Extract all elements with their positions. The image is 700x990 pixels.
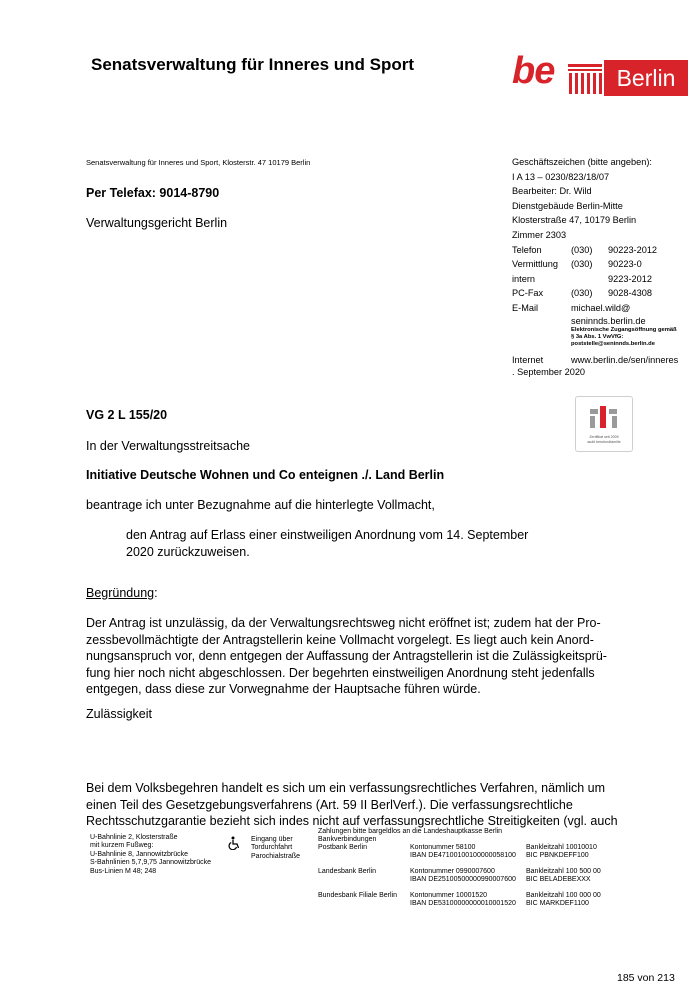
fax-line: Per Telefax: 9014-8790	[86, 186, 220, 200]
electronic-access-3: poststelle@seninnds.berlin.de	[571, 340, 655, 347]
reason-line: zessbevollmächtigte der Antragstellerin keine Vollmacht vorgelegt. Es liegt auch kein Anord-	[86, 632, 594, 647]
body-line: Bei dem Volksbegehren handelt es sich um ein verfassungsrechtliches Verfahren, nämlich um	[86, 781, 606, 795]
page-title: Senatsverwaltung für Inneres und Sport	[91, 55, 415, 74]
dienstgebaeude: Dienstgebäude Berlin-Mitte	[512, 200, 623, 211]
email-address-2[interactable]: seninnds.berlin.de	[571, 315, 646, 326]
bank-name: Bundesbank Filiale Berlin	[318, 892, 397, 899]
bank-blz: Bankleitzahl 100 000 00	[526, 892, 601, 899]
transport-line: U-Bahnlinie 2, Klosterstraße	[90, 834, 178, 841]
bank-code	[526, 844, 597, 861]
email-address-1[interactable]: michael.wild@	[571, 302, 631, 313]
bank-iban: IBAN DE47100100100000058100	[410, 852, 516, 860]
contact-number: 90223-0	[608, 259, 642, 270]
request-line: beantrage ich unter Bezugnahme auf die hinterlegte Vollmacht,	[86, 498, 435, 512]
email-row	[512, 301, 692, 316]
cert-line-2: audit berufundfamilie	[587, 439, 621, 444]
bank-name: Landesbank Berlin	[318, 868, 376, 875]
contact-label: intern	[512, 273, 535, 284]
transport-line: S-Bahnlinien 5,7,9,75 Jannowitzbrücke	[90, 859, 212, 867]
bank-konto: Kontonummer 0990007600	[410, 868, 495, 875]
body-line: einen Teil des Gesetzgebungsverfahrens (Art. 59 II BerlVerf.). Die verfassungsrechtliche	[86, 797, 573, 812]
contact-label: Vermittlung	[512, 259, 558, 270]
bank-blz: Bankleitzahl 100 500 00	[526, 868, 601, 875]
bank-konto: Kontonummer 10001520	[410, 892, 488, 899]
contact-row	[512, 257, 692, 272]
bank-account	[410, 844, 516, 861]
electronic-access-1: Elektronische Zugangsöffnung gemäß	[571, 326, 677, 333]
footer-bank-heading: Bankverbindungen	[318, 836, 377, 843]
bank-iban: IBAN DE53100000000010001520	[410, 900, 516, 908]
bank-name: Postbank Berlin	[318, 844, 368, 851]
contact-number: 90223-2012	[608, 244, 658, 255]
reason-line: fung hier noch nicht abgeschlossen. Der begehrten einstweiligen Anordnung steht jedenfalls	[86, 665, 595, 680]
footer-entrance	[251, 836, 300, 861]
bank-iban: IBAN DE25100500000990007600	[410, 876, 516, 884]
reason-heading-line	[86, 585, 158, 602]
contact-number: 9223-2012	[608, 273, 652, 284]
bearbeiter: Bearbeiter: Dr. Wild	[512, 186, 592, 197]
reason-line: Der Antrag ist unzulässig, da der Verwaltungsrechtsweg nicht eröffnet ist; zudem hat der Pro-	[86, 616, 601, 630]
brandenburg-gate-icon	[568, 64, 602, 94]
reason-paragraph	[86, 615, 626, 698]
case-number: VG 2 L 155/20	[86, 408, 168, 422]
reason-colon: :	[154, 586, 158, 600]
contact-area: (030)	[571, 244, 593, 255]
contact-label: PC-Fax	[512, 288, 544, 299]
body-paragraph	[86, 780, 686, 830]
contact-row	[512, 286, 692, 301]
email-label: E-Mail	[512, 302, 539, 313]
footer-transport	[90, 834, 211, 876]
bank-konto: Kontonummer 58100	[410, 844, 476, 851]
footer-payment-note: Zahlungen bitte bargeldlos an die Landeshauptkasse Berlin	[318, 828, 503, 835]
internet-label: Internet	[512, 354, 544, 365]
parties-line: Initiative Deutsche Wohnen und Co enteignen ./. Land Berlin	[86, 468, 445, 482]
ref-label: Geschäftszeichen (bitte angeben):	[512, 157, 652, 167]
motion-block	[126, 527, 566, 560]
internet-row	[512, 353, 692, 368]
motion-line-2: 2020 zurückzuweisen.	[126, 544, 250, 559]
zimmer: Zimmer 2303	[512, 229, 567, 240]
letter-date: . September 2020	[512, 367, 586, 377]
motion-line-1: den Antrag auf Erlass einer einstweiligen Anordnung vom 14. September	[126, 528, 529, 542]
contact-row	[512, 272, 692, 287]
bank-account	[410, 868, 516, 885]
reason-heading: Begründung	[86, 586, 155, 600]
transport-line: U-Bahnlinie 8, Jannowitzbrücke	[90, 850, 189, 858]
section-heading: Zulässigkeit	[86, 707, 152, 721]
logo-berlin-box: Berlin	[604, 60, 688, 96]
berlin-logo	[512, 50, 688, 98]
bank-blz: Bankleitzahl 10010010	[526, 844, 597, 851]
contact-label: Telefon	[512, 244, 542, 255]
contact-area: (030)	[571, 288, 593, 299]
audit-certificate-badge	[575, 396, 633, 452]
sender-line: Senatsverwaltung für Inneres und Sport, Klosterstr. 47 10179 Berlin	[86, 158, 311, 167]
electronic-access-2: § 3a Abs. 1 VwVfG:	[571, 333, 624, 340]
contact-row	[512, 243, 692, 258]
transport-line: mit kurzem Fußweg:	[90, 842, 154, 850]
body-line: Rechtsschutzgarantie bezieht sich indes nicht auf verfassungsrechtliche Streitigkeiten (vgl. auch	[86, 814, 618, 828]
bank-bic: BIC BELADEBEXXX	[526, 876, 591, 884]
bank-bic: BIC PBNKDEFF100	[526, 852, 589, 860]
recipient: Verwaltungsgericht Berlin	[86, 216, 228, 230]
reason-line: nungsanspruch vor, denn entgegen der Auffassung der Antragstellerin ist die Zulässigkeitsprü-	[86, 649, 607, 663]
bank-code	[526, 868, 601, 885]
bank-account	[410, 892, 516, 909]
contact-area: (030)	[571, 259, 593, 270]
wheelchair-icon	[227, 836, 241, 850]
info-block	[512, 155, 692, 367]
logo-be-text: be	[512, 50, 555, 92]
internet-link[interactable]: www.berlin.de/sen/inneres	[571, 354, 679, 365]
address: Klosterstraße 47, 10179 Berlin	[512, 215, 637, 226]
contact-number: 9028-4308	[608, 288, 652, 299]
bank-code	[526, 892, 601, 909]
entrance-line: Eingang über	[251, 836, 293, 843]
bank-bic: BIC MARKDEF1100	[526, 900, 589, 908]
reason-line: entgegen, dass diese zur Vorwegnahme der Hauptsache führen würde.	[86, 682, 481, 696]
audit-logo-icon	[576, 397, 632, 435]
email-row-2	[512, 316, 692, 327]
cert-line-1: Zertifikat seit 2009	[589, 435, 619, 439]
entrance-line: Tordurchfahrt	[251, 844, 293, 852]
intro-line: In der Verwaltungsstreitsache	[86, 439, 250, 453]
entrance-line: Parochialstraße	[251, 852, 301, 860]
page-number: 185 von 213	[617, 972, 675, 984]
transport-line: Bus-Linien M 48; 248	[90, 867, 157, 875]
ref-value: I A 13 – 0230/823/18/07	[512, 171, 610, 182]
